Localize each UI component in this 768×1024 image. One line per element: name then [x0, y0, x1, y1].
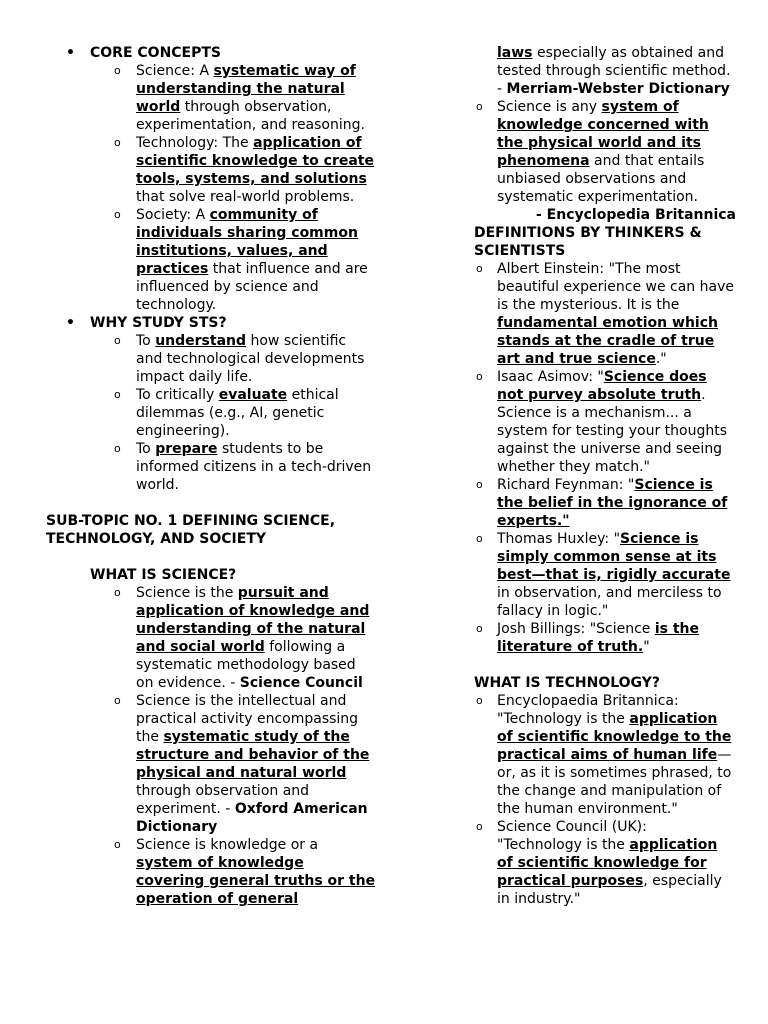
circle-bullet-icon: o — [114, 136, 121, 149]
list-item: o Isaac Asimov: "Science does not purvey absolute truth. Science is a mechanism... a system for testing your thoughts against the universe and seeing whether they match." — [476, 369, 728, 475]
circle-bullet-icon: o — [476, 100, 483, 113]
spacer — [46, 494, 376, 512]
circle-bullet-icon: o — [476, 262, 483, 275]
circle-bullet-icon: o — [114, 64, 121, 77]
bullet-icon: • — [66, 315, 75, 331]
circle-bullet-icon: o — [476, 694, 483, 707]
list-item: o To prepare students to be informed citizens in a tech-driven world. — [114, 441, 372, 493]
circle-bullet-icon: o — [476, 622, 483, 635]
circle-bullet-icon: o — [476, 370, 483, 383]
list-item: o Science is any system of knowledge concerned with the physical world and its phenomena and that entails unbiased observations and systematic experimentation. - Encyclopedia Britannica — [476, 99, 736, 223]
list-item: o Encyclopaedia Britannica: "Technology is the application of scientific knowledge to the practical aims of human life—or, as it is sometimes phrased, to the change and manipulation of the human environment." — [476, 693, 732, 817]
circle-bullet-icon: o — [114, 694, 121, 707]
circle-bullet-icon: o — [114, 334, 121, 347]
list-item: o Science: A systematic way of understanding the natural world through observation, experimentation, and reasoning. — [114, 63, 365, 133]
list-item: o Science is knowledge or a system of knowledge covering general truths or the operation of general — [114, 837, 376, 907]
bullet-icon: • — [66, 45, 75, 61]
list-item: o Science is the pursuit and application of knowledge and understanding of the natural and social world following a systematic methodology based on evidence. - Science Council — [114, 585, 370, 691]
circle-bullet-icon: o — [476, 478, 483, 491]
circle-bullet-icon: o — [114, 388, 121, 401]
list-item: o Josh Billings: "Science is the literature of truth." — [476, 621, 700, 655]
circle-bullet-icon: o — [114, 838, 121, 851]
list-item: o Society: A community of individuals sharing common institutions, values, and practices that influence and are influenced by science and technology. — [114, 207, 368, 313]
what-is-technology-heading: WHAT IS TECHNOLOGY? — [474, 675, 660, 691]
circle-bullet-icon: o — [114, 586, 121, 599]
thinkers-heading: DEFINITIONS BY THINKERS & SCIENTISTS — [474, 225, 702, 259]
list-item: o Science Council (UK): "Technology is the application of scientific knowledge for practical purposes, especially in industry." — [476, 819, 722, 907]
list-item: o Thomas Huxley: "Science is simply common sense at its best—that is, rigidly accurate in observation, and merciless to fallacy in logic." — [476, 531, 731, 619]
list-item: o Albert Einstein: "The most beautiful experience we can have is the mysterious. It is the fundamental emotion which stands at the cradle of true art and true science." — [476, 261, 734, 367]
left-column — [46, 44, 376, 908]
list-item: o To understand how scientific and technological developments impact daily life. — [114, 333, 365, 385]
list-item-continuation: laws especially as obtained and tested through scientific method. - Merriam-Webster Dictionary — [497, 45, 731, 97]
circle-bullet-icon: o — [476, 820, 483, 833]
why-study-heading: • WHY STUDY STS? — [66, 315, 227, 331]
circle-bullet-icon: o — [476, 532, 483, 545]
list-item: o To critically evaluate ethical dilemmas (e.g., AI, genetic engineering). — [114, 387, 339, 439]
spacer — [46, 548, 376, 566]
what-is-science-heading: WHAT IS SCIENCE? — [90, 567, 237, 583]
circle-bullet-icon: o — [114, 442, 121, 455]
right-column — [474, 44, 736, 908]
source-citation: - Encyclopedia Britannica — [535, 207, 736, 223]
list-item: o Technology: The application of scientific knowledge to create tools, systems, and solutions that solve real-world problems. — [114, 135, 374, 205]
circle-bullet-icon: o — [114, 208, 121, 221]
subtopic-heading: SUB-TOPIC NO. 1 DEFINING SCIENCE, TECHNOLOGY, AND SOCIETY — [46, 513, 336, 547]
core-concepts-heading: • CORE CONCEPTS — [66, 45, 222, 61]
spacer — [474, 656, 736, 674]
list-item: o Science is the intellectual and practical activity encompassing the systematic study of the structure and behavior of the physical and natural world through observation and experiment. - Oxford American Dictionary — [114, 693, 370, 835]
list-item: o Richard Feynman: "Science is the belief in the ignorance of experts." — [476, 477, 728, 529]
